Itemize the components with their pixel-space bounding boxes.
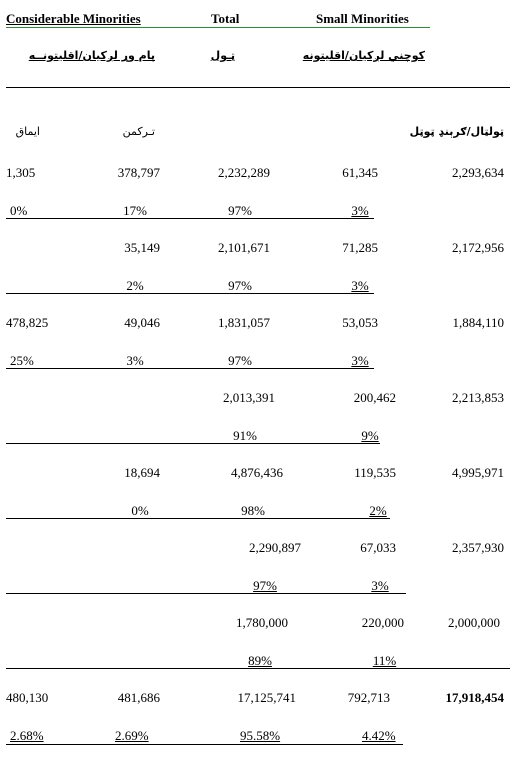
table-cell: 67,033 bbox=[360, 540, 396, 555]
table-cell: 35,149 bbox=[124, 240, 160, 255]
table-cell: 3% bbox=[126, 353, 144, 368]
total-cell: 95.58% bbox=[240, 728, 281, 743]
table-cell: 25% bbox=[10, 353, 34, 368]
header-small-minorities: Small Minorities bbox=[316, 11, 409, 26]
table-cell: 3% bbox=[351, 278, 369, 293]
table-cell: 53,053 bbox=[342, 315, 378, 330]
table-cell: 2,013,391 bbox=[223, 390, 275, 405]
table-cell: 2% bbox=[369, 503, 387, 518]
table-cell: 71,285 bbox=[342, 240, 378, 255]
row-divider bbox=[6, 593, 406, 594]
table-cell: 220,000 bbox=[361, 615, 404, 630]
table-cell: 119,535 bbox=[354, 465, 396, 480]
table-cell: 9% bbox=[361, 428, 379, 443]
row-divider bbox=[6, 744, 403, 745]
table-cell: 3% bbox=[351, 353, 369, 368]
table-cell: 2,293,634 bbox=[452, 165, 504, 180]
header-divider bbox=[6, 87, 510, 88]
row-divider bbox=[6, 293, 374, 294]
table-cell: 91% bbox=[233, 428, 257, 443]
pashto-header-small: کوچني لږکيان/اقليتونه bbox=[302, 49, 425, 62]
table-cell: 4,995,971 bbox=[452, 465, 504, 480]
table-cell: 4,876,436 bbox=[231, 465, 283, 480]
row-divider bbox=[6, 668, 510, 669]
table-cell: 97% bbox=[228, 203, 252, 218]
total-cell: 481,686 bbox=[117, 690, 160, 705]
total-cell: 2.69% bbox=[115, 728, 149, 743]
header-underline bbox=[6, 27, 430, 28]
subheader-turkmen: تـرکمن bbox=[122, 125, 155, 138]
table-cell: 2,213,853 bbox=[452, 390, 504, 405]
subheader-aimaq: ايماق bbox=[15, 125, 40, 138]
total-cell: 2.68% bbox=[10, 728, 44, 743]
table-cell: 478,825 bbox=[6, 315, 49, 330]
table-cell: 17% bbox=[123, 203, 147, 218]
table-cell: 200,462 bbox=[353, 390, 396, 405]
table-cell: 2,232,289 bbox=[218, 165, 270, 180]
row-divider bbox=[6, 368, 374, 369]
table-cell: 97% bbox=[228, 278, 252, 293]
total-cell: 792,713 bbox=[347, 690, 390, 705]
table-cell: 2% bbox=[126, 278, 144, 293]
table-cell: 18,694 bbox=[124, 465, 160, 480]
table-cell: 11% bbox=[372, 653, 397, 668]
subheader-grand-total: ټولټال/ګرېنډ ټوټل bbox=[409, 125, 504, 138]
table-cell: 0% bbox=[131, 503, 149, 518]
table-cell: 2,172,956 bbox=[452, 240, 504, 255]
table-cell: 2,101,671 bbox=[218, 240, 270, 255]
total-cell: 17,125,741 bbox=[237, 690, 296, 705]
table-cell: 49,046 bbox=[124, 315, 160, 330]
table-cell: 1,884,110 bbox=[452, 315, 504, 330]
pashto-header-considerable: پام وړ لږکيان/اقليتونــه bbox=[28, 49, 155, 62]
table-cell: 97% bbox=[228, 353, 252, 368]
table-cell: 89% bbox=[248, 653, 272, 668]
total-cell: 480,130 bbox=[6, 690, 49, 705]
table-cell: 1,305 bbox=[6, 165, 36, 180]
table-cell: 97% bbox=[253, 578, 277, 593]
table-cell: 98% bbox=[241, 503, 265, 518]
row-divider bbox=[6, 443, 380, 444]
table-cell: 2,357,930 bbox=[452, 540, 504, 555]
row-divider bbox=[6, 218, 374, 219]
table-cell: 378,797 bbox=[117, 165, 160, 180]
table-cell: 1,780,000 bbox=[236, 615, 288, 630]
header-total: Total bbox=[211, 11, 240, 26]
row-divider bbox=[6, 518, 390, 519]
total-cell-grand: 17,918,454 bbox=[445, 690, 504, 705]
table-cell: 61,345 bbox=[342, 165, 378, 180]
header-considerable-minorities: Considerable Minorities bbox=[6, 11, 141, 26]
pashto-header-total: ټـول bbox=[210, 49, 235, 62]
table-cell: 3% bbox=[351, 203, 369, 218]
table-cell: 3% bbox=[371, 578, 389, 593]
table-cell: 2,290,897 bbox=[249, 540, 301, 555]
table-cell: 2,000,000 bbox=[448, 615, 500, 630]
table-cell: 1,831,057 bbox=[218, 315, 270, 330]
table-cell: 0% bbox=[10, 203, 28, 218]
total-cell: 4.42% bbox=[362, 728, 396, 743]
